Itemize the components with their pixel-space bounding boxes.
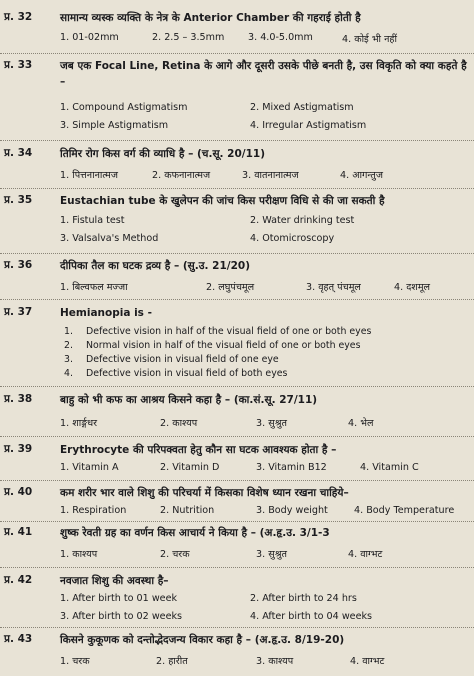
option-text: Defective vision in visual field of both eyes: [86, 368, 288, 379]
option-2: [64, 339, 470, 353]
separator: [0, 436, 474, 437]
option-3: 3. Body weight: [256, 505, 328, 516]
question-text: जब एक Focal Line, Retina के आगे और दूसरी उसके पीछे बनती है, उस विकृति को क्या कहते है –: [60, 60, 467, 88]
separator: [0, 140, 474, 141]
option-4: 4. दशमूल: [394, 282, 431, 293]
option-2: 2. Vitamin D: [160, 462, 220, 473]
option-2: 2. Water drinking test: [250, 215, 355, 226]
option-1: 1. चरक: [60, 656, 90, 667]
option-3: [64, 353, 470, 367]
option-3: 3. Valsalva's Method: [60, 233, 159, 244]
option-4: 4. भेल: [348, 418, 374, 429]
option-1: 1. काश्यप: [60, 549, 98, 560]
option-1: 1. Compound Astigmatism: [60, 102, 188, 113]
option-2: 2. After birth to 24 hrs: [250, 593, 357, 604]
question-number: प्र. 38: [4, 393, 33, 405]
question-text: किसने कुकूणक को दन्तोद्भेदजन्य विकार कहा है – (अ.हृ.उ. 8/19-20): [60, 634, 345, 646]
question-number: प्र. 34: [4, 147, 33, 159]
option-text: Defective vision in half of the visual field of one or both eyes: [86, 326, 372, 337]
option-3: 3. 4.0-5.0mm: [248, 32, 313, 43]
question-text: दीपिका तैल का घटक द्रव्य है – (सु.उ. 21/20): [60, 260, 251, 272]
option-1: 1. बिल्वफल मज्जा: [60, 282, 128, 293]
option-1: 1. Respiration: [60, 505, 127, 516]
separator: [0, 53, 474, 54]
separator: [0, 521, 474, 522]
question-text: Erythrocyte की परिपक्वता हेतु कौन सा घटक आवश्यक होता है –: [60, 444, 337, 456]
question-text: तिमिर रोग किस वर्ग की व्याधि है – (च.सू. 20/11): [60, 148, 266, 160]
question-number: प्र. 42: [4, 574, 33, 586]
option-3: 3. सुश्रुत: [256, 418, 287, 429]
question-number: प्र. 35: [4, 194, 33, 206]
question-number: प्र. 36: [4, 259, 33, 271]
separator: [0, 480, 474, 481]
option-1: [64, 325, 470, 339]
option-2: 2. Mixed Astigmatism: [250, 102, 354, 113]
option-2: 2. कफनानात्मज: [152, 170, 211, 181]
option-marker: 3.: [64, 354, 73, 365]
question-number: प्र. 33: [4, 59, 33, 71]
option-3: 3. वृहत् पंचमूल: [306, 282, 361, 293]
option-3: 3. काश्यप: [256, 656, 294, 667]
option-4: 4. आगन्तुज: [340, 170, 383, 181]
option-4: 4. वाग्भट: [348, 549, 383, 560]
option-2: 2. चरक: [160, 549, 190, 560]
option-2: 2. 2.5 – 3.5mm: [152, 32, 225, 43]
option-text: Normal vision in half of the visual field of one or both eyes: [86, 340, 361, 351]
option-2: 2. काश्यप: [160, 418, 198, 429]
option-1: 1. Fistula test: [60, 215, 125, 226]
question-number: प्र. 41: [4, 526, 33, 538]
question-number: प्र. 43: [4, 633, 33, 645]
option-2: 2. हारीत: [156, 656, 188, 667]
option-3: 3. After birth to 02 weeks: [60, 611, 183, 622]
option-4: 4. After birth to 04 weeks: [250, 611, 373, 622]
option-1: 1. पित्तनानात्मज: [60, 170, 118, 181]
option-3: 3. Vitamin B12: [256, 462, 327, 473]
option-4: 4. कोई भी नहीं: [342, 34, 397, 45]
option-3: 3. सुश्रुत: [256, 549, 287, 560]
question-text: शुष्क रेवती ग्रह का वर्णन किस आचार्य ने किया है – (अ.हृ.उ. 3/1-3: [60, 527, 330, 539]
separator: [0, 567, 474, 568]
question-number: प्र. 37: [4, 306, 33, 318]
question-text: Hemianopia is -: [60, 307, 152, 319]
option-4: 4. Otomicroscopy: [250, 233, 335, 244]
separator: [0, 627, 474, 628]
option-1: 1. After birth to 01 week: [60, 593, 178, 604]
question-number: प्र. 40: [4, 486, 33, 498]
question-text: नवजात शिशु की अवस्था है–: [60, 575, 169, 587]
question-number: प्र. 32: [4, 11, 33, 23]
question-number: प्र. 39: [4, 443, 33, 455]
separator: [0, 299, 474, 300]
question-text: सामान्य व्यस्क व्यक्ति के नेत्र के Anterior Chamber की गहराई होती है: [60, 12, 361, 24]
separator: [0, 253, 474, 254]
option-4: 4. वाग्भट: [350, 656, 385, 667]
option-4: [64, 367, 470, 381]
option-4: 4. Body Temperature: [354, 505, 455, 516]
question-text: Eustachian tube के खुलेपन की जांच किस परीक्षण विधि से की जा सकती है: [60, 195, 385, 207]
option-2: 2. लघुपंचमूल: [206, 282, 255, 293]
options: [64, 325, 470, 381]
option-text: Defective vision in visual field of one eye: [86, 354, 279, 365]
option-1: 1. 01-02mm: [60, 32, 119, 43]
option-marker: 4.: [64, 368, 73, 379]
question-text: बाहु को भी कफ का आश्रय किसने कहा है – (का.सं.सू. 27/11): [60, 394, 318, 406]
option-1: 1. शार्ङ्गधर: [60, 418, 98, 429]
option-marker: 1.: [64, 326, 73, 337]
option-2: 2. Nutrition: [160, 505, 215, 516]
option-3: 3. Simple Astigmatism: [60, 120, 169, 131]
option-1: 1. Vitamin A: [60, 462, 119, 473]
option-marker: 2.: [64, 340, 73, 351]
option-4: 4. Vitamin C: [360, 462, 419, 473]
question-text: कम शरीर भार वाले शिशु की परिचर्या में किसका विशेष ध्यान रखना चाहिये–: [60, 487, 349, 499]
separator: [0, 386, 474, 387]
separator: [0, 188, 474, 189]
option-3: 3. वातनानात्मज: [242, 170, 299, 181]
option-4: 4. Irregular Astigmatism: [250, 120, 367, 131]
